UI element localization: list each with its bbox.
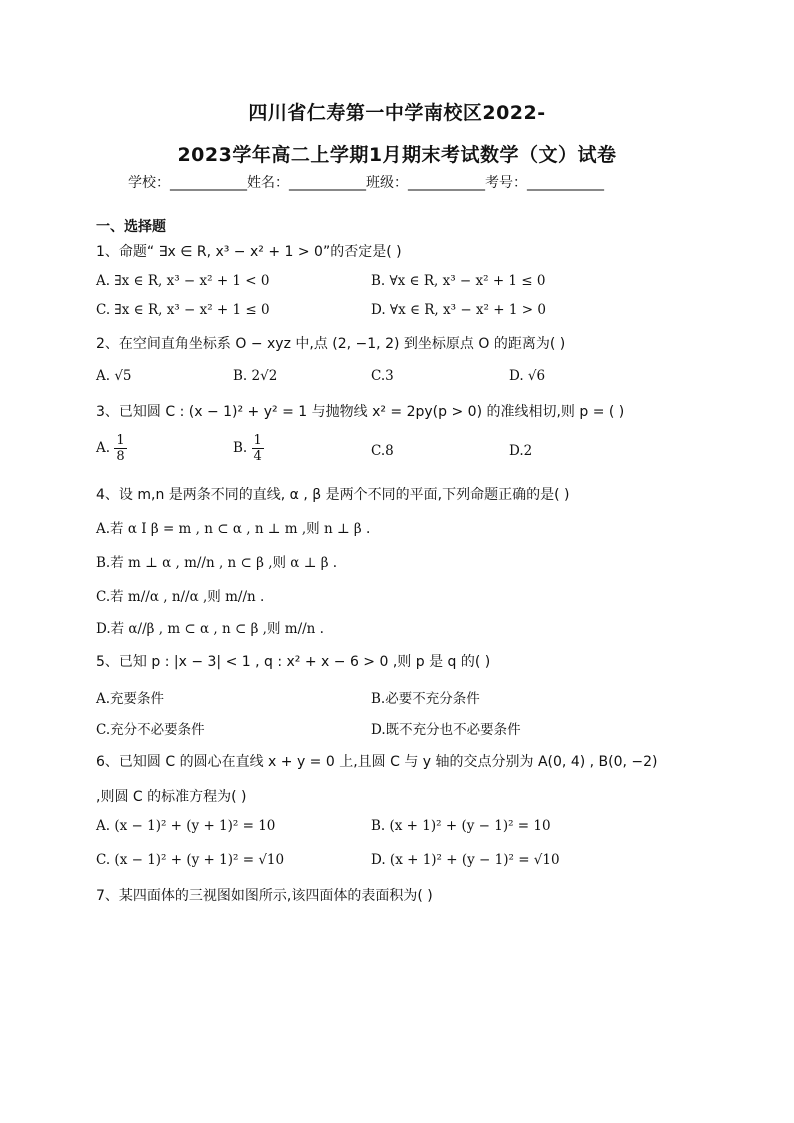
- question-2-option-a: A. √5: [96, 368, 132, 384]
- question-6-option-d: D. (x + 1)² + (y − 1)² = √10: [371, 852, 560, 868]
- question-6-option-a: A. (x − 1)² + (y + 1)² = 10: [96, 818, 276, 834]
- exam-title-line1: 四川省仁寿第一中学南校区2022-: [248, 102, 546, 124]
- question-1-option-b: B. ∀x ∈ R, x³ − x² + 1 ≤ 0: [371, 273, 546, 289]
- question-5-option-b: B.必要不充分条件: [371, 691, 480, 707]
- question-3-option-b: [233, 433, 264, 464]
- fraction: [114, 433, 126, 464]
- question-4-option-a: A.若 α I β = m , n ⊂ α , n ⊥ m ,则 n ⊥ β .: [96, 521, 371, 537]
- question-4-option-d: D.若 α//β , m ⊂ α , n ⊂ β ,则 m//n .: [96, 621, 324, 637]
- fraction-denominator: 8: [116, 449, 125, 464]
- question-5-option-a: A.充要条件: [96, 691, 165, 707]
- fraction-denominator: 4: [253, 449, 262, 464]
- question-4-stem: 4、设 m,n 是两条不同的直线, α , β 是两个不同的平面,下列命题正确的是( ): [96, 487, 570, 503]
- section-title-choice: 一、选择题: [96, 219, 166, 235]
- option-label: A.: [96, 440, 111, 456]
- question-6-option-b: B. (x + 1)² + (y − 1)² = 10: [371, 818, 551, 834]
- question-3-stem: 3、已知圆 C : (x − 1)² + y² = 1 与抛物线 x² = 2py(p > 0) 的准线相切,则 p = ( ): [96, 404, 625, 420]
- question-3-option-a: [96, 433, 127, 464]
- question-2-option-b: B. 2√2: [233, 368, 278, 384]
- question-5-option-c: C.充分不必要条件: [96, 722, 205, 738]
- question-3-option-c: C.8: [371, 443, 394, 459]
- question-5-option-d: D.既不充分也不必要条件: [371, 722, 521, 738]
- exam-title-line2: 2023学年高二上学期1月期末考试数学（文）试卷: [177, 144, 617, 166]
- fraction: [252, 433, 264, 464]
- option-label: B.: [233, 440, 248, 456]
- question-3-option-d: D.2: [509, 443, 533, 459]
- question-2-option-c: C.3: [371, 368, 394, 384]
- question-7-stem: 7、某四面体的三视图如图所示,该四面体的表面积为( ): [96, 888, 433, 904]
- question-1-option-a: A. ∃x ∈ R, x³ − x² + 1 < 0: [96, 273, 270, 289]
- question-1-option-d: D. ∀x ∈ R, x³ − x² + 1 > 0: [371, 302, 546, 318]
- student-info-line: 学校：___________姓名：___________班级：___________考号：___________: [128, 175, 604, 191]
- question-6-option-c: C. (x − 1)² + (y + 1)² = √10: [96, 852, 285, 868]
- question-2-option-d: D. √6: [509, 368, 546, 384]
- fraction-numerator: 1: [116, 433, 125, 448]
- question-6-stem: 6、已知圆 C 的圆心在直线 x + y = 0 上,且圆 C 与 y 轴的交点分别为 A(0, 4) , B(0, −2): [96, 754, 658, 770]
- question-1-option-c: C. ∃x ∈ R, x³ − x² + 1 ≤ 0: [96, 302, 270, 318]
- question-4-option-c: C.若 m//α , n//α ,则 m//n .: [96, 589, 265, 605]
- question-4-option-b: B.若 m ⊥ α , m//n , n ⊂ β ,则 α ⊥ β .: [96, 555, 338, 571]
- question-6-stem-continued: ,则圆 C 的标准方程为( ): [96, 789, 247, 805]
- fraction-numerator: 1: [253, 433, 262, 448]
- question-5-stem: 5、已知 p : |x − 3| < 1 , q : x² + x − 6 > 0 ,则 p 是 q 的( ): [96, 654, 491, 670]
- question-2-stem: 2、在空间直角坐标系 O − xyz 中,点 (2, −1, 2) 到坐标原点 O 的距离为( ): [96, 336, 566, 352]
- question-1-stem: 1、命题“ ∃x ∈ R, x³ − x² + 1 > 0”的否定是( ): [96, 244, 402, 260]
